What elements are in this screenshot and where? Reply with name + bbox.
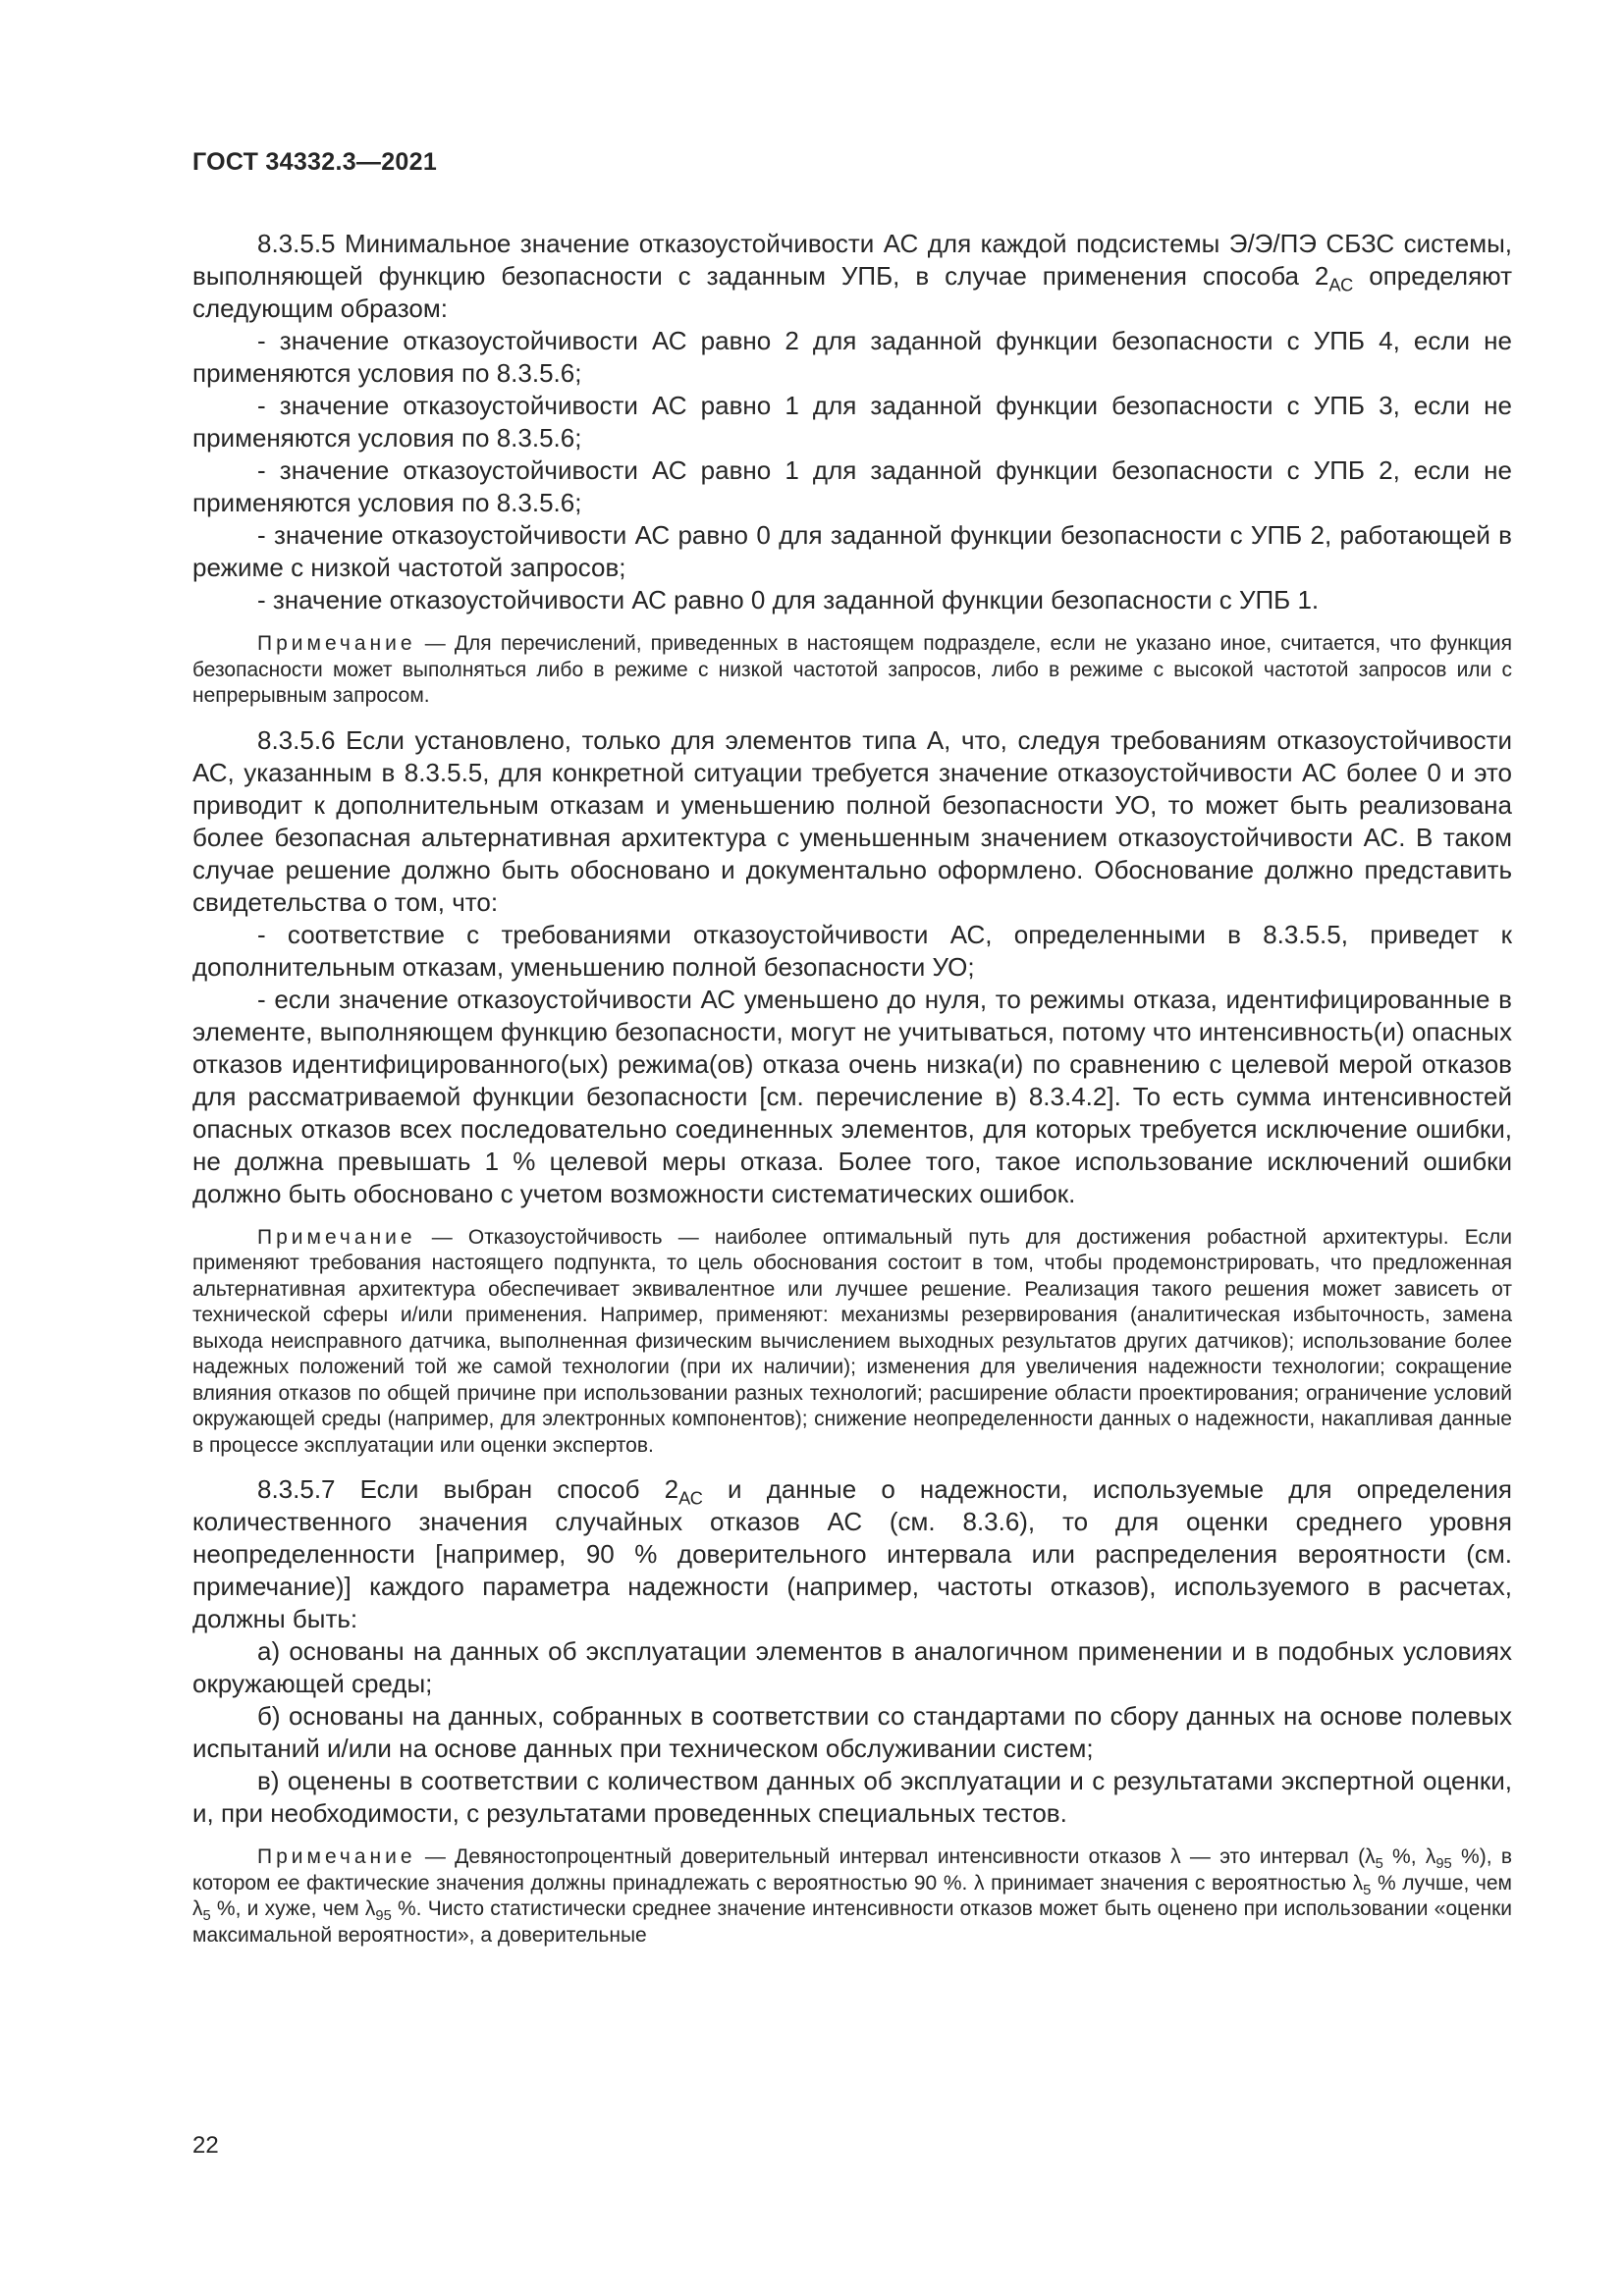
list-item: б) основаны на данных, собранных в соответствии со стандартами по сбору данных на основе полевых испытаний и/или на основе данных при техническом обслуживании систем;: [192, 1701, 1512, 1763]
note-text: — Для перечислений, приведенных в настоящем подразделе, если не указано иное, считается, что функция безопасности может выполняться либо в режиме с низкой частотой запросов, либо в режиме с высокой частотой запросов или с непрерывным запросом.: [192, 632, 1512, 707]
clause-text: 8.3.5.7 Если выбран способ 2: [257, 1474, 679, 1504]
list-item: - значение отказоустойчивости АС равно 0 для заданной функции безопасности с УПБ 2, работающей в режиме с низкой частотой запросов;: [192, 520, 1512, 582]
subscript: АС: [678, 1488, 703, 1509]
note-text: — Девяностопроцентный доверительный интервал интенсивности отказов λ — это интервал (λ: [415, 1845, 1376, 1868]
note-text: %), в котором ее фактические значения должны принадлежать с вероятностью 90 %. λ принимает значения с вероятностью λ: [192, 1845, 1513, 1895]
note-label: Примечание: [257, 1225, 416, 1249]
note-text: %, λ: [1382, 1845, 1436, 1868]
list-item: - значение отказоустойчивости АС равно 2 для заданной функции безопасности с УПБ 4, если не применяются условия по 8.3.5.6;: [192, 326, 1512, 388]
list-item: в) оценены в соответствии с количеством данных об эксплуатации и с результатами экспертной оценки, и, при необходимости, с результатами проведенных специальных тестов.: [192, 1766, 1512, 1828]
document-header: ГОСТ 34332.3—2021: [192, 148, 438, 176]
subscript: 95: [1435, 1856, 1452, 1873]
list-item: - значение отказоустойчивости АС равно 1 для заданной функции безопасности с УПБ 2, если не применяются условия по 8.3.5.6;: [192, 455, 1512, 517]
clause-text: определяют следующим образом:: [192, 261, 1512, 323]
clause-text: и данные о надежности, используемые для определения количественного значения случайных отказов АС (см. 8.3.6), то для оценки среднего уровня неопределенности [например, 90 % доверительного интервала или распределения вероятности (см. примечание)] каждого параметра надежности (например, частоты отказов), используемого в расчетах, должны быть:: [192, 1474, 1512, 1633]
note-3: [192, 1844, 1512, 1949]
clause-text: 8.3.5.5 Минимальное значение отказоустойчивости АС для каждой подсистемы Э/Э/ПЭ СБЗС системы, выполняющей функцию безопасности с заданным УПБ, в случае применения способа 2: [192, 229, 1512, 291]
note-text: % лучше, чем λ: [192, 1871, 1512, 1920]
list-item: - значение отказоустойчивости АС равно 1 для заданной функции безопасности с УПБ 3, если не применяются условия по 8.3.5.6;: [192, 391, 1512, 453]
subscript: 5: [202, 1908, 211, 1925]
note-text: %, и хуже, чем λ: [210, 1897, 376, 1920]
note-label: Примечание: [257, 632, 416, 655]
page-body: [192, 228, 1512, 1949]
subscript: 95: [375, 1908, 392, 1925]
page-number: 22: [192, 2132, 219, 2159]
clause-8-3-5-5-intro: [192, 228, 1512, 325]
list-item: - значение отказоустойчивости АС равно 0 для заданной функции безопасности с УПБ 1.: [257, 585, 1320, 614]
subscript: АС: [1328, 275, 1354, 295]
list-item: - соответствие с требованиями отказоустойчивости АС, определенными в 8.3.5.5, приведет к дополнительным отказам, уменьшению полной безопасности УО;: [192, 919, 1512, 982]
note-2: [192, 1225, 1512, 1460]
list-item: а) основаны на данных об эксплуатации элементов в аналогичном применении и в подобных условиях окружающей среды;: [192, 1636, 1512, 1698]
subscript: 5: [1375, 1856, 1383, 1873]
list-item: - если значение отказоустойчивости АС уменьшено до нуля, то режимы отказа, идентифицированные в элементе, выполняющем функцию безопасности, могут не учитываться, потому что интенсивность(и) опасных отказов идентифицированного(ых) режима(ов) отказа очень низка(и) по сравнению с целевой мерой отказов для рассматриваемой функции безопасности [см. перечисление в) 8.3.4.2]. То есть сумма интенсивностей опасных отказов всех последовательно соединенных элементов, для которых требуется исключение ошибки, не должна превышать 1 % целевой меры отказа. Более того, такое использование исключений ошибки должно быть обосновано с учетом возможности систематических ошибок.: [192, 984, 1512, 1208]
note-1: [192, 631, 1512, 710]
clause-8-3-5-7-intro: [192, 1473, 1512, 1635]
subscript: 5: [1363, 1882, 1372, 1898]
clause-8-3-5-6-intro: 8.3.5.6 Если установлено, только для элементов типа А, что, следуя требованиям отказоустойчивости АС, указанным в 8.3.5.5, для конкретной ситуации требуется значение отказоустойчивости АС более 0 и это приводит к дополнительным отказам и уменьшению полной безопасности УО, то может быть реализована более безопасная альтернативная архитектура с уменьшенным значением отказоустойчивости АС. В таком случае решение должно быть обосновано и документально оформлено. Обоснование должно представить свидетельства о том, что:: [192, 724, 1512, 917]
note-label: Примечание: [257, 1845, 416, 1868]
note-text: %. Чисто статистически среднее значение интенсивности отказов может быть оценено при использовании «оценки максимальной вероятности», а доверительные: [192, 1897, 1513, 1947]
note-text: — Отказоустойчивость — наиболее оптимальный путь для достижения робастной архитектуры. Если применяют требования настоящего подпункта, то цель обоснования состоит в том, чтобы продемонстрировать, что предложенная альтернативная архитектура обеспечивает эквивалентное или лучшее решение. Реализация такого решения может зависеть от технической сферы и/или применения. Например, применяют: механизмы резервирования (аналитическая избыточность, замена выхода неисправного датчика, выполненная физическим вычислением выходных результатов других датчиков); использование более надежных положений той же самой технологии (при их наличии); изменения для увеличения надежности технологии; сокращение влияния отказов по общей причине при использовании разных технологий; расширение области проектирования; ограничение условий окружающей среды (например, для электронных компонентов); снижение неопределенности данных о надежности, накапливая данные в процессе эксплуатации или оценки экспертов.: [192, 1225, 1512, 1457]
